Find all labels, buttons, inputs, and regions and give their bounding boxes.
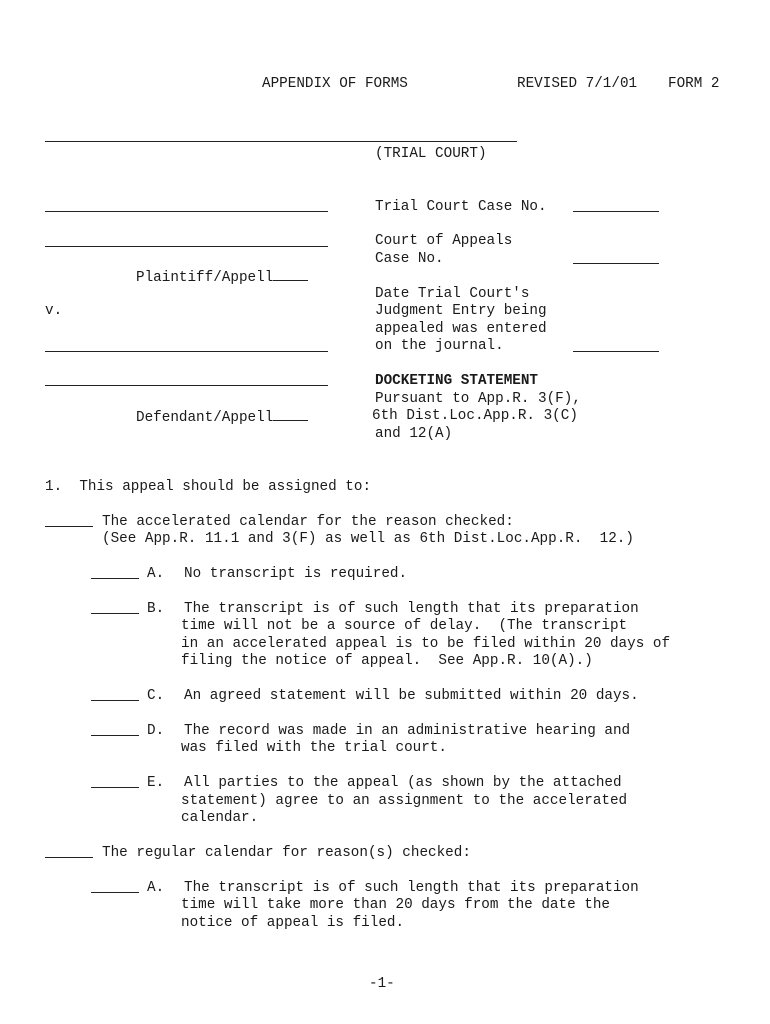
defendant-label bbox=[136, 408, 308, 427]
pursuant-line1: Pursuant to App.R. 3(F), bbox=[375, 391, 581, 407]
acc-option-a-line1: No transcript is required. bbox=[184, 566, 408, 582]
question-1: 1. This appeal should be assigned to: bbox=[45, 479, 372, 495]
acc-option-b-letter: B. bbox=[147, 601, 165, 617]
docketing-statement-title: DOCKETING STATEMENT bbox=[375, 373, 539, 389]
acc-option-d-letter: D. bbox=[147, 723, 165, 739]
pursuant-line2: 6th Dist.Loc.App.R. 3(C) bbox=[372, 408, 578, 424]
reg-option-a-letter: A. bbox=[147, 880, 165, 896]
acc-option-a-checkbox[interactable] bbox=[91, 578, 139, 579]
acc-option-c-line1: An agreed statement will be submitted within 20 days. bbox=[184, 688, 639, 704]
versus-label: v. bbox=[45, 303, 63, 319]
defendant-name-line-1[interactable] bbox=[45, 351, 328, 352]
trial-case-no-label: Trial Court Case No. bbox=[375, 199, 547, 215]
plaintiff-suffix-blank[interactable] bbox=[273, 268, 308, 281]
defendant-suffix-blank[interactable] bbox=[273, 408, 308, 421]
trial-court-line[interactable] bbox=[45, 141, 517, 142]
header-title: APPENDIX OF FORMS bbox=[262, 76, 408, 92]
acc-option-b-line1: The transcript is of such length that its preparation bbox=[184, 601, 639, 617]
acc-option-b-line3: in an accelerated appeal is to be filed within 20 days of bbox=[181, 636, 671, 652]
date-label-line2: Judgment Entry being bbox=[375, 303, 547, 319]
acc-option-c-letter: C. bbox=[147, 688, 165, 704]
defendant-name-line-2[interactable] bbox=[45, 385, 328, 386]
appeals-case-no-field[interactable] bbox=[573, 263, 659, 264]
acc-option-e-line2: statement) agree to an assignment to the accelerated bbox=[181, 793, 628, 809]
reg-option-a-line3: notice of appeal is filed. bbox=[181, 915, 405, 931]
plaintiff-label-text: Plaintiff/Appell bbox=[136, 270, 274, 286]
date-label-line3: appealed was entered bbox=[375, 321, 547, 337]
judgment-date-field[interactable] bbox=[573, 351, 659, 352]
plaintiff-name-line-2[interactable] bbox=[45, 246, 328, 247]
regular-line1: The regular calendar for reason(s) checked: bbox=[102, 845, 471, 861]
page-number: -1- bbox=[369, 976, 395, 992]
reg-option-a-checkbox[interactable] bbox=[91, 892, 139, 893]
appeals-label-line2: Case No. bbox=[375, 251, 444, 267]
acc-option-b-line4: filing the notice of appeal. See App.R. 10(A).) bbox=[181, 653, 593, 669]
reg-option-a-line1: The transcript is of such length that its preparation bbox=[184, 880, 639, 896]
date-label-line4: on the journal. bbox=[375, 338, 504, 354]
acc-option-d-checkbox[interactable] bbox=[91, 735, 139, 736]
regular-calendar-checkbox[interactable] bbox=[45, 857, 93, 858]
acc-option-e-letter: E. bbox=[147, 775, 165, 791]
header-form: FORM 2 bbox=[668, 76, 720, 92]
acc-option-b-checkbox[interactable] bbox=[91, 613, 139, 614]
plaintiff-name-line-1[interactable] bbox=[45, 211, 328, 212]
acc-option-d-line1: The record was made in an administrative hearing and bbox=[184, 723, 631, 739]
acc-option-c-checkbox[interactable] bbox=[91, 700, 139, 701]
appeals-label-line1: Court of Appeals bbox=[375, 233, 513, 249]
acc-option-e-line1: All parties to the appeal (as shown by the attached bbox=[184, 775, 622, 791]
trial-court-label: (TRIAL COURT) bbox=[375, 146, 487, 162]
acc-option-e-checkbox[interactable] bbox=[91, 787, 139, 788]
reg-option-a-line2: time will take more than 20 days from the date the bbox=[181, 897, 610, 913]
date-label-line1: Date Trial Court's bbox=[375, 286, 530, 302]
acc-option-d-line2: was filed with the trial court. bbox=[181, 740, 447, 756]
accelerated-line2: (See App.R. 11.1 and 3(F) as well as 6th Dist.Loc.App.R. 12.) bbox=[102, 531, 634, 547]
defendant-label-text: Defendant/Appell bbox=[136, 410, 274, 426]
header-revised: REVISED 7/1/01 bbox=[517, 76, 638, 92]
acc-option-a-letter: A. bbox=[147, 566, 165, 582]
acc-option-b-line2: time will not be a source of delay. (The transcript bbox=[181, 618, 628, 634]
trial-case-no-field[interactable] bbox=[573, 211, 659, 212]
accelerated-calendar-checkbox[interactable] bbox=[45, 526, 93, 527]
pursuant-line3: and 12(A) bbox=[375, 426, 453, 442]
acc-option-e-line3: calendar. bbox=[181, 810, 259, 826]
plaintiff-label bbox=[136, 268, 308, 287]
accelerated-line1: The accelerated calendar for the reason checked: bbox=[102, 514, 514, 530]
